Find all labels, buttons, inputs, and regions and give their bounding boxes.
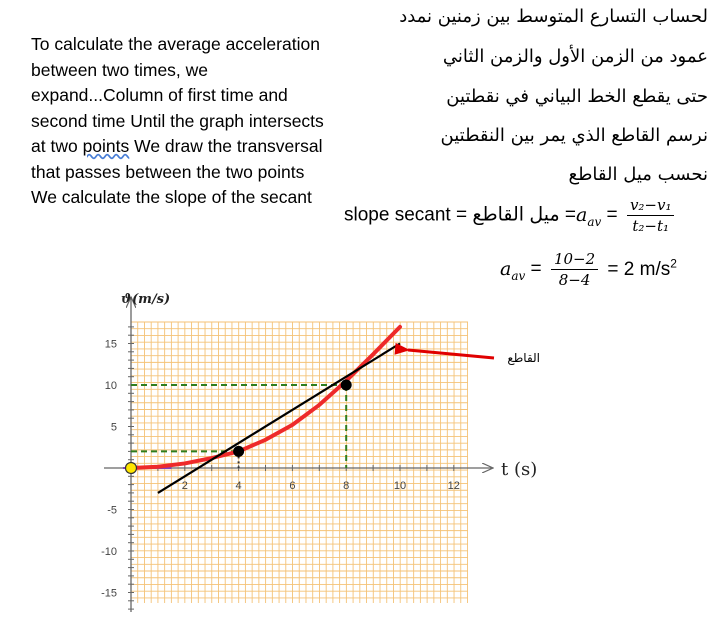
x-tick-label: 12 xyxy=(447,480,460,492)
slope-formula-prefix: slope secant = ميل القاطع = xyxy=(344,204,576,226)
arabic-line-2: عمود من الزمن الأول والزمن الثاني xyxy=(442,46,708,67)
aav-symbol: $a_{av}$ xyxy=(500,257,526,283)
y-tick-label: 15 xyxy=(104,338,117,351)
explanation-line: that passes between the two points xyxy=(31,161,305,182)
y-tick-label: -15 xyxy=(101,587,117,600)
intersection-point xyxy=(233,446,244,457)
explanation-line: at two xyxy=(31,136,83,156)
intersection-point xyxy=(341,380,352,391)
y-axis-label: ϑ(m/s) xyxy=(121,292,171,307)
y-tick-label: 10 xyxy=(104,380,117,392)
explanation-line: To calculate the average acceleration xyxy=(31,34,320,54)
y-tick-label: -10 xyxy=(101,546,117,558)
y-tick-label: -5 xyxy=(107,504,117,517)
explanation-line: We draw the transversal xyxy=(129,136,323,156)
arabic-line-3: حتى يقطع الخط البياني في نقطتين xyxy=(446,86,708,107)
x-tick-label: 10 xyxy=(393,480,407,492)
numeric-fraction: $\frac{10-2}{8-4}$ xyxy=(551,250,598,289)
equals-sign: = xyxy=(606,204,618,226)
explanation-line: We calculate the slope of the secant xyxy=(31,187,312,207)
arabic-line-5: نحسب ميل القاطع xyxy=(568,164,708,185)
aav-symbol: $a_{av}$ xyxy=(576,203,602,229)
arabic-line-1: لحساب التسارع المتوسط بين زمنين نمدد xyxy=(399,6,708,27)
explanation-line: second time Until the graph intersects xyxy=(31,110,324,131)
origin-point xyxy=(126,463,137,474)
secant-arrow xyxy=(408,350,494,358)
result-value: = 2 $m/s^2$ xyxy=(607,256,677,280)
x-axis-label: t (s) xyxy=(501,459,538,480)
spellcheck-word: points xyxy=(82,136,130,156)
x-tick-label: 8 xyxy=(343,480,350,492)
x-tick-label: 6 xyxy=(289,480,296,492)
x-tick-label: 4 xyxy=(235,480,242,492)
equals-sign: = xyxy=(530,258,542,280)
x-tick-label: 2 xyxy=(181,480,188,492)
graph-labels xyxy=(101,292,540,600)
secant-annotation: القاطع xyxy=(507,351,540,365)
explanation-line: expand...Column of first time and xyxy=(31,85,288,105)
arabic-line-4: نرسم القاطع الذي يمر بين النقطتين xyxy=(440,125,708,146)
velocity-time-fraction: $\frac{\text{v₂−v₁}}{\text{t₂−t₁}}$ xyxy=(627,196,675,235)
explanation-line: between two times, we xyxy=(31,59,209,80)
y-tick-label: 5 xyxy=(110,421,117,434)
